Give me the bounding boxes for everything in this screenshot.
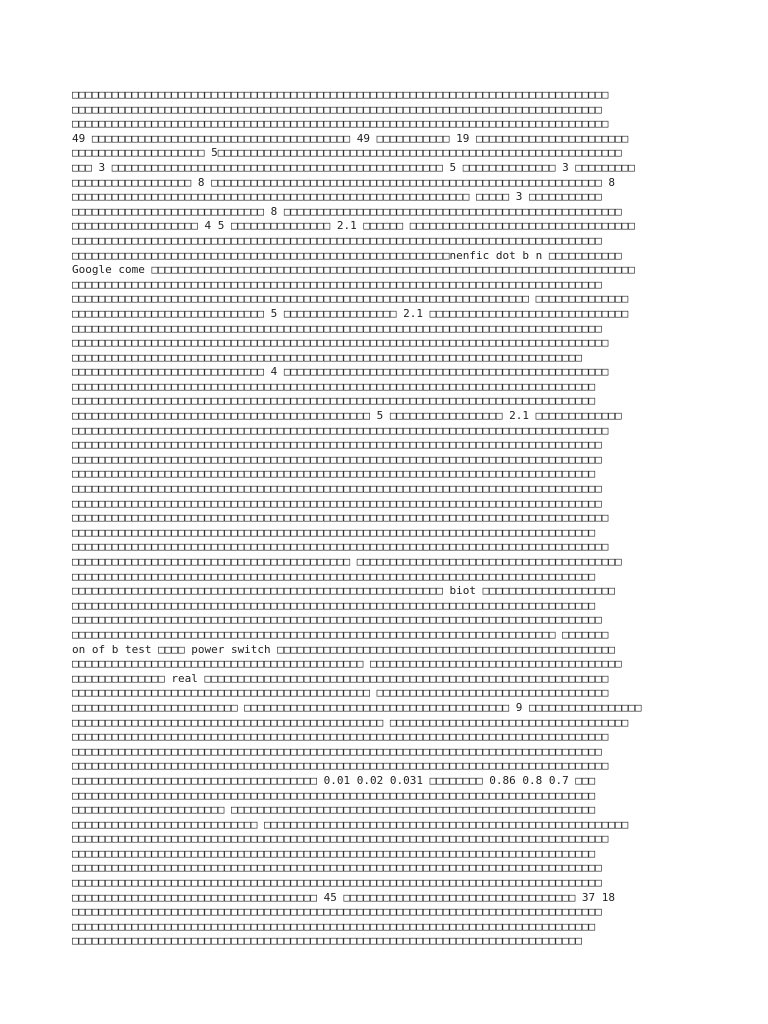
text-line: □□□□□□□□□□□□□□□□□□□□□□□□□□□□□□□□□□□□□□□□□□□□□□□□□□□□□□□□□□□□□□□□□□□□□□□□□□□□□□□□ [72, 613, 602, 627]
text-line: □□□□□□□□□□□□□□□□□□□□□□□□□□□□□□□□□□□□□□□□□□□□□□□□□□□□□□□□□□□□□□□□□□□□□□□□□□□□□□□ [72, 467, 596, 481]
text-line: □□□□□□□□□□□□□□□□□□□□□□□□□□□□□□□□□□□□□□□□□□□□□□□□□□□□□□□□□□□□□□□□□□□□□□□□□□□□□□□□ [72, 496, 602, 510]
text-line: □□□□□□□□□□□□□□□□□□□□□□□□□□□□□□□□□□□□□□□□□□□□□□□□□□□□□□□□□□□□□□□□□□□□□□□□□□□□□□□ [72, 919, 596, 933]
text-line: □□□□□□□□□□□□□□□□□□□□□□□□□□□□□□□□□□□□□□□□□□□□□□□□□□□□□□□□□□□□□□□□□□□□□□□□□□□□□□□□ [72, 102, 602, 116]
text-line: □□□□□□□□□□□□□□□□□□□□□□□□□□□□ □□□□□□□□□□□□□□□□□□□□□□□□□□□□□□□□□□□□□□□□□□□□□□□□□□□□□□□ [72, 817, 629, 831]
text-line: □□□□□□□□□□□□□□□□□□□□□□□□□□□□□□□□□□□□□□□□□□□□□□□□□□□□□□□□□□□□□□□□□□□□□□□□□□□□□□□ [72, 598, 596, 612]
text-line: □□□ 3 □□□□□□□□□□□□□□□□□□□□□□□□□□□□□□□□□□□□□□□□□□□□□□□□□□ 5 □□□□□□□□□□□□□□ 3 □□□□□□□□□ [72, 160, 635, 174]
text-line: □□□□□□□□□□□□□□ real □□□□□□□□□□□□□□□□□□□□□□□□□□□□□□□□□□□□□□□□□□□□□□□□□□□□□□□□□□□□□ [72, 671, 609, 685]
text-line: □□□□□□□□□□□□□□□□□□□□□□□□□□□□□□□□□□□□□□□□□□□□□ □□□□□□□□□□□□□□□□□□□□□□□□□□□□□□□□□□□ [72, 686, 609, 700]
text-line: □□□□□□□□□□□□□□□□□□□□□□□□□□□□□□□□□□□□□□□□□□□□□□□□□□□□□□□□□□□□□□□□□□□□□□□□□□□□□□□□ [72, 321, 602, 335]
text-line: □□□□□□□□□□□□□□□□□□□□□□□□□□□□□□□□□□□□□□□□□□□□□□□□□□□□□□□□□□□□□□□□□□□□□ □□□□□□□□□□□□□□ [72, 292, 629, 306]
text-line: □□□□□□□□□□□□□□□□□□□□□□□ □□□□□□□□□□□□□□□□□□□□□□□□□□□□□□□□□□□□□□□□□□□□□□□□□□□□□□□ [72, 803, 596, 817]
text-line: □□□□□□□□□□□□□□□□□□□□□□□□□□□□□ 5 □□□□□□□□□□□□□□□□□ 2.1 □□□□□□□□□□□□□□□□□□□□□□□□□□□□□□ [72, 306, 629, 320]
text-line: □□□□□□□□□□□□□□□□□□□□□□□□□□□□□□□□□□□□□□□□□□□□□□□□□□□□□□□□□□□□□□□□□□□□□□□□□□□□□□□ [72, 525, 596, 539]
text-line: □□□□□□□□□□□□□□□□□□□□□□□□□□□□□□□□□□□□□□□□□□□□□□□□□□□□□□□□□□□□□□□□□□□□□□□□□□□□□□□□□ [72, 511, 609, 525]
text-line: □□□□□□□□□□□□□□□□□□□□□□□□□□□□□□□□□□□□□□□□□□□□□□□□□□□□□□□□ biot □□□□□□□□□□□□□□□□□□□□ [72, 584, 616, 598]
text-line: □□□□□□□□□□□□□□□□□□□□□□□□□□□□□□□□□□□□□□□□□□□□□□□□□□□□□□□□□□□□□□□□□□□□□□□□□□□□□ [72, 350, 582, 364]
text-line: □□□□□□□□□□□□□□□□□□□□□□□□□□□□□□□□□□□□□□□□□□□□□□□□□□□□□□□□□□□□□□□□□□□□□□□□□□□□□□□□□ [72, 730, 609, 744]
text-line: 49 □□□□□□□□□□□□□□□□□□□□□□□□□□□□□□□□□□□□□□□ 49 □□□□□□□□□□□ 19 □□□□□□□□□□□□□□□□□□□□□□□ [72, 131, 629, 145]
text-line: □□□□□□□□□□□□□□□□□□□□□□□□□□□□□□□□□□□□□□□□□□□□□□□□□□□□□□□□□□□□□□□□□□□□□□□□□□□□□□□□ [72, 482, 602, 496]
text-line: □□□□□□□□□□□□□□□□□□□□□□□□□□□□□□□□□□□□□□□□□□□□□□□□□□□□□□□□□□□□□□□□□□□□□□□□□□□□□□□ [72, 394, 596, 408]
text-line: □□□□□□□□□□□□□□□□□□□ 4 5 □□□□□□□□□□□□□□□ 2.1 □□□□□□ □□□□□□□□□□□□□□□□□□□□□□□□□□□□□□□□□□ [72, 219, 635, 233]
document-body [72, 88, 702, 949]
text-line: □□□□□□□□□□□□□□□□□□□□ 5□□□□□□□□□□□□□□□□□□□□□□□□□□□□□□□□□□□□□□□□□□□□□□□□□□□□□□□□□□□□□ [72, 146, 622, 160]
text-line: □□□□□□□□□□□□□□□□□□□□□□□□□□□□□□□□□□□□□□□□□□□□□□□□□□□□□□□□□□□□□□□□□□□□□□□□□□□□□□□□□ [72, 117, 609, 131]
text-line: □□□□□□□□□□□□□□□□□□□□□□□□□□□□□□□□□□□□□□□□□□□□□□□□□□□□□□□□□□□□□□□□□□□□□□□□□□□□□□□□ [72, 861, 602, 875]
text-line: Google come □□□□□□□□□□□□□□□□□□□□□□□□□□□□□□□□□□□□□□□□□□□□□□□□□□□□□□□□□□□□□□□□□□□□□□□□□ [72, 263, 635, 277]
text-line: □□□□□□□□□□□□□□□□□□□□□□□□□□□□□□□□□□□□□□□□□□□□□□□□□□□□□□□□□□□□□□□□□□□□□□□□□□□□□□□□ [72, 233, 602, 247]
text-line: □□□□□□□□□□□□□□□□□□□□□□□□□□□□□□□□□□□□□□□□□□□□□□□□□□□□□□□□□nenfic dot b n □□□□□□□□□□□ [72, 248, 622, 262]
text-line: □□□□□□□□□□□□□□□□□□□□□□□□□□□□□□□□□□□□□□□□□□□□□□□□□□□□□□□□□□□□□□□□□□□□□□□□□□□□□□□□ [72, 438, 602, 452]
text-line: □□□□□□□□□□□□□□□□□□□□□□□□□□□□□□□□□□□□□□□□□□□□ □□□□□□□□□□□□□□□□□□□□□□□□□□□□□□□□□□□□□□ [72, 657, 622, 671]
text-line: □□□□□□□□□□□□□□□□□□□□□□□□□□□□□□□□□□□□□□□□□□□□□□□□□□□□□□□□□□□□□□□□□□□□□□□□□□□□□□□ [72, 788, 596, 802]
text-line: □□□□□□□□□□□□□□□□□□□□□□□□□□□□□ 4 □□□□□□□□□□□□□□□□□□□□□□□□□□□□□□□□□□□□□□□□□□□□□□□□□ [72, 365, 609, 379]
text-line: □□□□□□□□□□□□□□□□□□□□□□□□□□□□□□□□□□□□□□□□□□□□□□□□□□□□□□□□□□□□ □□□□□ 3 □□□□□□□□□□□ [72, 190, 602, 204]
text-line: □□□□□□□□□□□□□□□□□□□□□□□□□□□□□□□□□□□□□□□□□□□□□□□□□□□□□□□□□□□□□□□□□□□□□□□□□□□□□ [72, 934, 582, 948]
text-line: □□□□□□□□□□□□□□□□□□□□□□□□□□□□□ 8 □□□□□□□□□□□□□□□□□□□□□□□□□□□□□□□□□□□□□□□□□□□□□□□□□□□ [72, 204, 622, 218]
text-line: □□□□□□□□□□□□□□□□□□□□□□□□□□□□□□□□□□□□□□□□□□□□□□□□□□□□□□□□□□□□□□□□□□□□□□□□□□□□□□□□□ [72, 540, 609, 554]
text-line: □□□□□□□□□□□□□□□□□□□□□□□□□□□□□□□□□□□□□□□□□□□□□□□□□□□□□□□□□□□□□□□□□□□□□□□□□□□□□□□□ [72, 277, 602, 291]
text-line: □□□□□□□□□□□□□□□□□□□□□□□□□ □□□□□□□□□□□□□□□□□□□□□□□□□□□□□□□□□□□□□□□□ 9 □□□□□□□□□□□□□□□□□ [72, 700, 642, 714]
text-line: □□□□□□□□□□□□□□□□□□□□□□□□□□□□□□□□□□□□□□□□□□□□□□□□□□□□□□□□□□□□□□□□□□□□□□□□□□□□□□□□ [72, 876, 602, 890]
text-line: □□□□□□□□□□□□□□□□□□□□□□□□□□□□□□□□□□□□□□□□□□□□□ 5 □□□□□□□□□□□□□□□□□ 2.1 □□□□□□□□□□□□□ [72, 409, 622, 423]
text-line: □□□□□□□□□□□□□□□□□□□□□□□□□□□□□□□□□□□□□ 45 □□□□□□□□□□□□□□□□□□□□□□□□□□□□□□□□□□□ 37 18 [72, 890, 616, 904]
text-line: □□□□□□□□□□□□□□□□□□□□□□□□□□□□□□□□□□□□□□□□□□□□□□□□□□□□□□□□□□□□□□□□□□□□□□□□□ □□□□□□□ [72, 627, 609, 641]
text-line: □□□□□□□□□□□□□□□□□□□□□□□□□□□□□□□□□□□□□□□□□□□□□□□□□□□□□□□□□□□□□□□□□□□□□□□□□□□□□□□ [72, 569, 596, 583]
text-line: □□□□□□□□□□□□□□□□□□□□□□□□□□□□□□□□□□□□□□□□□□□□□□□□□□□□□□□□□□□□□□□□□□□□□□□□□□□□□□□□ [72, 744, 602, 758]
text-line: □□□□□□□□□□□□□□□□□□ 8 □□□□□□□□□□□□□□□□□□□□□□□□□□□□□□□□□□□□□□□□□□□□□□□□□□□□□□□□□□□ 8 [72, 175, 616, 189]
text-line: □□□□□□□□□□□□□□□□□□□□□□□□□□□□□□□□□□□□□□□□□□ □□□□□□□□□□□□□□□□□□□□□□□□□□□□□□□□□□□□□□□□ [72, 555, 622, 568]
text-line: □□□□□□□□□□□□□□□□□□□□□□□□□□□□□□□□□□□□□□□□□□□□□□□□□□□□□□□□□□□□□□□□□□□□□□□□□□□□□□□□□ [72, 832, 609, 846]
text-line: □□□□□□□□□□□□□□□□□□□□□□□□□□□□□□□□□□□□□□□□□□□□□□□□□□□□□□□□□□□□□□□□□□□□□□□□□□□□□□□□□ [72, 88, 609, 101]
text-line: □□□□□□□□□□□□□□□□□□□□□□□□□□□□□□□□□□□□□□□□□□□□□□□□□□□□□□□□□□□□□□□□□□□□□□□□□□□□□□□ [72, 379, 596, 393]
text-line: □□□□□□□□□□□□□□□□□□□□□□□□□□□□□□□□□□□□□□□□□□□□□□□□□□□□□□□□□□□□□□□□□□□□□□□□□□□□□□□□ [72, 452, 602, 466]
text-line: □□□□□□□□□□□□□□□□□□□□□□□□□□□□□□□□□□□□□□□□□□□□□□□□□□□□□□□□□□□□□□□□□□□□□□□□□□□□□□□ [72, 846, 596, 860]
text-line: □□□□□□□□□□□□□□□□□□□□□□□□□□□□□□□□□□□□□□□□□□□□□□□□□□□□□□□□□□□□□□□□□□□□□□□□□□□□□□□□□ [72, 423, 609, 437]
text-line: □□□□□□□□□□□□□□□□□□□□□□□□□□□□□□□□□□□□□ 0.01 0.02 0.031 □□□□□□□□ 0.86 0.8 0.7 □□□ [72, 773, 596, 787]
text-line: □□□□□□□□□□□□□□□□□□□□□□□□□□□□□□□□□□□□□□□□□□□□□□□ □□□□□□□□□□□□□□□□□□□□□□□□□□□□□□□□□□□□ [72, 715, 629, 729]
text-line: on of b test □□□□ power switch □□□□□□□□□□□□□□□□□□□□□□□□□□□□□□□□□□□□□□□□□□□□□□□□□□□ [72, 642, 616, 656]
text-line: □□□□□□□□□□□□□□□□□□□□□□□□□□□□□□□□□□□□□□□□□□□□□□□□□□□□□□□□□□□□□□□□□□□□□□□□□□□□□□□□ [72, 905, 602, 919]
text-line: □□□□□□□□□□□□□□□□□□□□□□□□□□□□□□□□□□□□□□□□□□□□□□□□□□□□□□□□□□□□□□□□□□□□□□□□□□□□□□□□□ [72, 759, 609, 773]
text-line: □□□□□□□□□□□□□□□□□□□□□□□□□□□□□□□□□□□□□□□□□□□□□□□□□□□□□□□□□□□□□□□□□□□□□□□□□□□□□□□□□ [72, 336, 609, 350]
